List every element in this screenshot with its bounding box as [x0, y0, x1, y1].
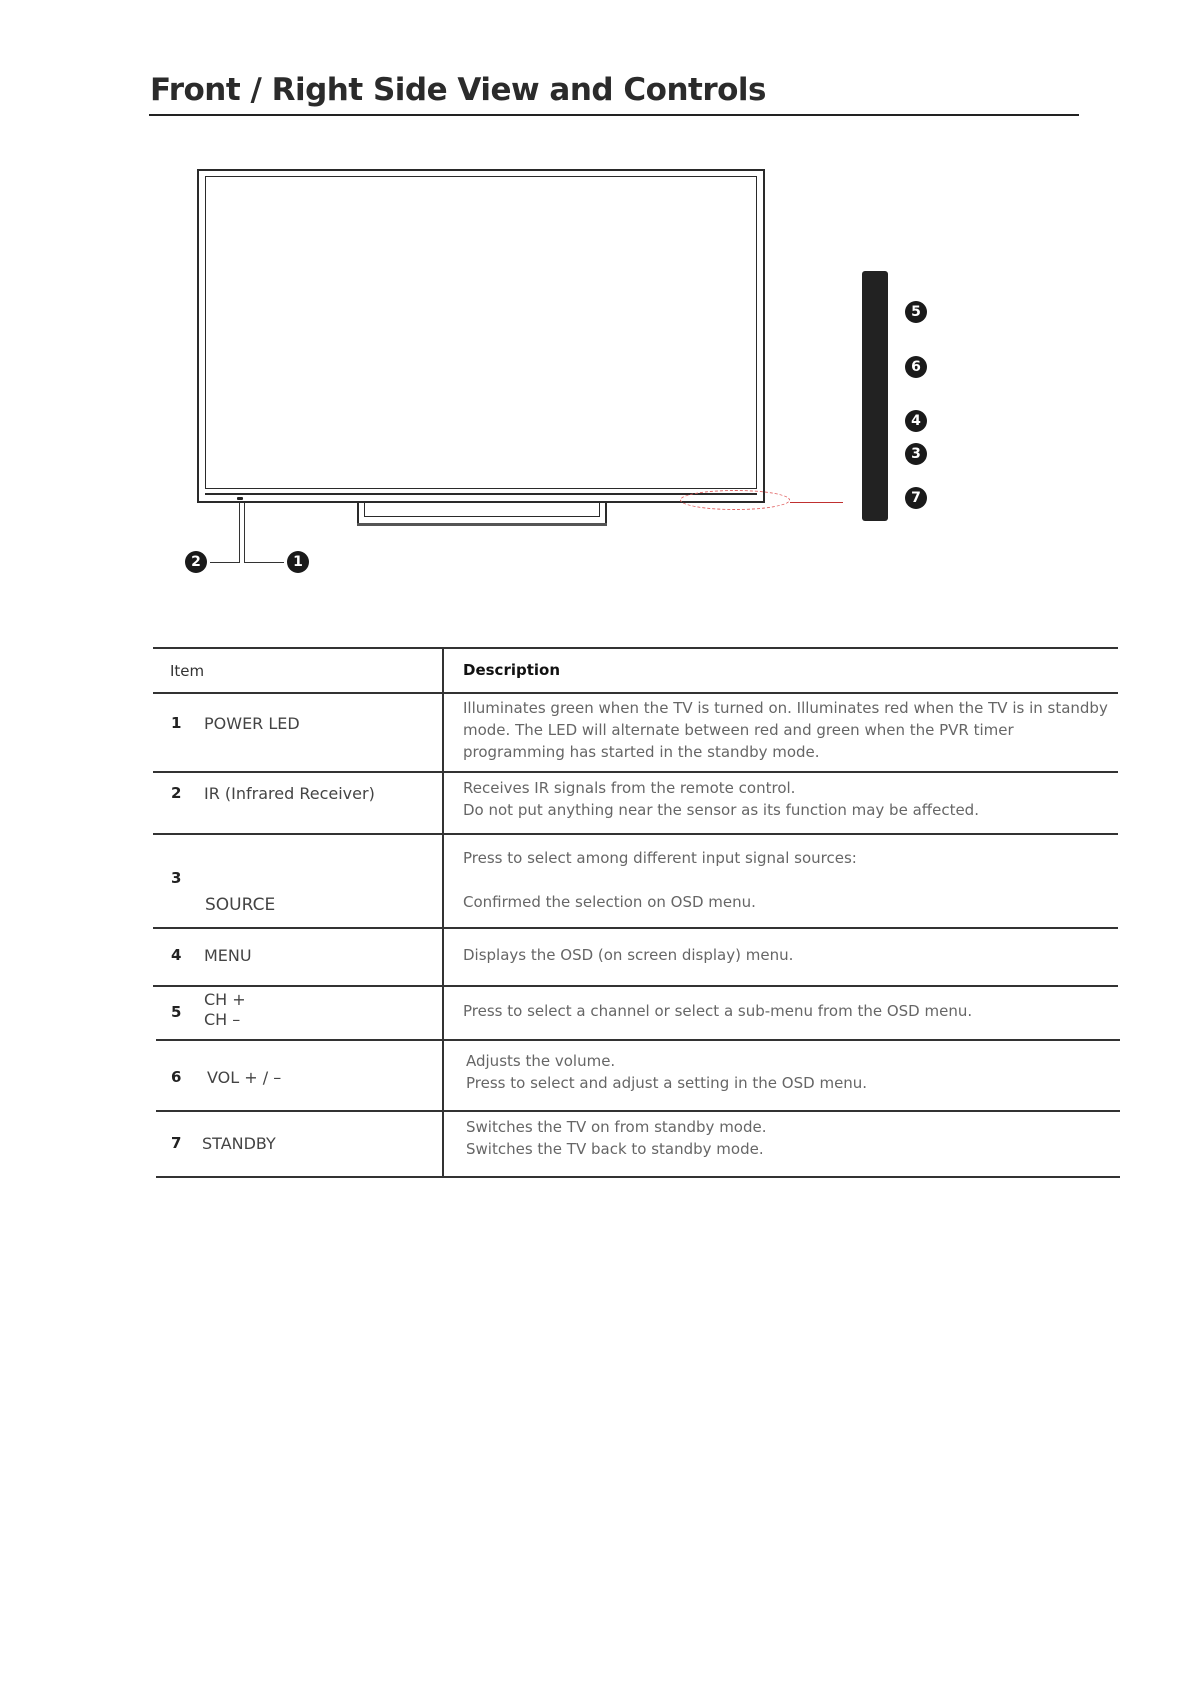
description-line: Adjusts the volume. — [466, 1052, 616, 1070]
tv-stand-foot — [357, 523, 607, 526]
table-rule — [153, 692, 1118, 694]
callout-6: 6 — [905, 356, 927, 378]
row-name: STANDBY — [202, 1134, 276, 1153]
row-description — [463, 944, 793, 966]
control-area-highlight — [680, 490, 790, 510]
description-line: Do not put anything near the sensor as its function may be affected. — [463, 801, 979, 819]
tv-screen — [205, 176, 757, 489]
row-description — [463, 777, 979, 821]
table-header-description: Description — [463, 661, 561, 679]
leader-line-led-horizontal — [244, 562, 284, 563]
description-line: mode. The LED will alternate between red and green when the PVR timer — [463, 721, 1014, 739]
description-line: Confirmed the selection on OSD menu. — [463, 893, 756, 911]
description-line: Illuminates green when the TV is turned on. Illuminates red when the TV is in standby — [463, 699, 1108, 717]
row-name — [204, 990, 246, 1030]
callout-5: 5 — [905, 301, 927, 323]
description-line: Press to select a channel or select a sub-menu from the OSD menu. — [463, 1002, 973, 1020]
row-number: 4 — [171, 946, 182, 964]
description-line: Receives IR signals from the remote control. — [463, 779, 796, 797]
page-title: Front / Right Side View and Controls — [150, 72, 767, 108]
row-description — [466, 1050, 867, 1094]
row-name: IR (Infrared Receiver) — [204, 784, 375, 803]
row-number: 7 — [171, 1134, 182, 1152]
row-name: VOL + / – — [207, 1068, 282, 1087]
row-name-line: CH – — [204, 1010, 241, 1029]
row-description — [463, 1000, 972, 1022]
table-column-divider — [442, 647, 444, 1177]
side-control-panel — [862, 271, 888, 521]
row-name: MENU — [204, 946, 252, 965]
callout-4: 4 — [905, 410, 927, 432]
control-area-connector — [790, 502, 843, 503]
row-name-line: CH + — [204, 990, 246, 1009]
description-line: Displays the OSD (on screen display) menu. — [463, 946, 794, 964]
tv-diagram — [0, 0, 1190, 600]
row-number: 3 — [171, 869, 182, 887]
row-name: SOURCE — [205, 895, 276, 915]
description-line: Switches the TV back to standby mode. — [466, 1140, 764, 1158]
description-line: Press to select among different input signal sources: — [463, 849, 857, 867]
table-rule — [153, 927, 1118, 929]
table-rule — [153, 985, 1118, 987]
tv-stand-inner — [364, 503, 600, 517]
row-number: 5 — [171, 1003, 182, 1021]
row-description — [463, 847, 857, 869]
description-line: programming has started in the standby mode. — [463, 743, 820, 761]
table-rule — [153, 647, 1118, 649]
row-description — [463, 891, 756, 913]
leader-line-ir — [239, 503, 240, 563]
row-number: 1 — [171, 714, 182, 732]
tv-bezel-bottom — [205, 493, 757, 495]
row-description — [466, 1116, 767, 1160]
table-rule — [153, 771, 1118, 773]
table-rule — [153, 833, 1118, 835]
leader-line-ir-horizontal — [210, 562, 240, 563]
description-line: Press to select and adjust a setting in the OSD menu. — [466, 1074, 868, 1092]
callout-3: 3 — [905, 443, 927, 465]
table-rule — [156, 1176, 1120, 1178]
description-line: Switches the TV on from standby mode. — [466, 1118, 767, 1136]
callout-2: 2 — [185, 551, 207, 573]
row-name: POWER LED — [204, 714, 300, 733]
power-led-indicator — [237, 497, 243, 500]
table-header-item: Item — [170, 662, 205, 680]
callout-1: 1 — [287, 551, 309, 573]
callout-7: 7 — [905, 487, 927, 509]
table-rule — [156, 1039, 1120, 1041]
leader-line-led — [244, 503, 245, 563]
row-description — [463, 697, 1108, 763]
row-number: 6 — [171, 1068, 182, 1086]
row-number: 2 — [171, 784, 182, 802]
table-rule — [156, 1110, 1120, 1112]
